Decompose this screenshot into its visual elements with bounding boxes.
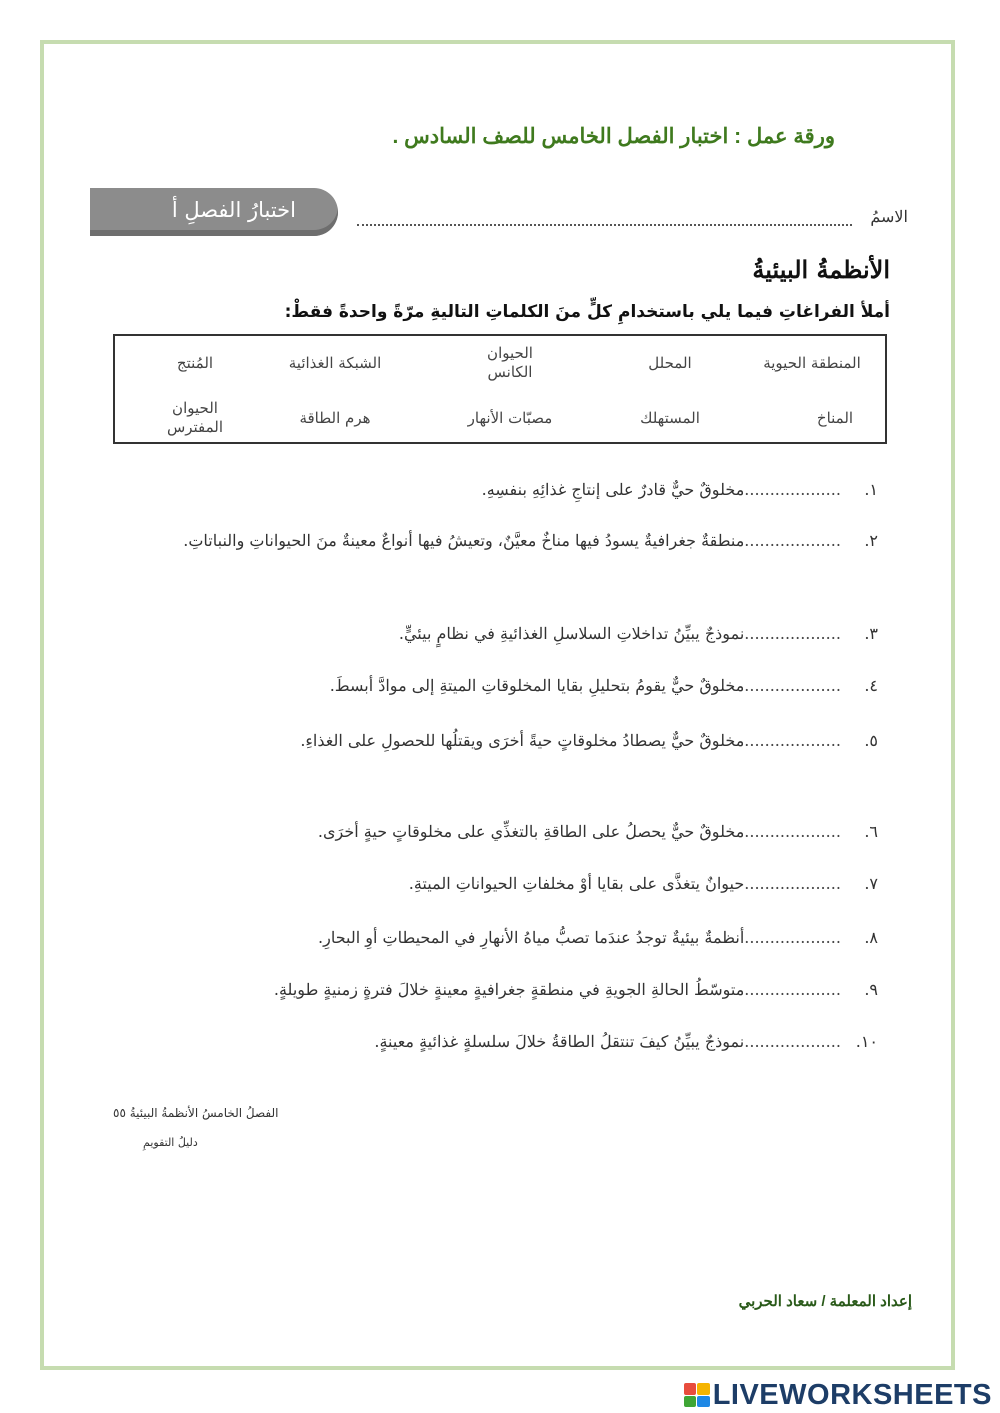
word-bank-item: المحلل	[648, 354, 692, 372]
answer-blank[interactable]: ...................	[744, 874, 841, 893]
word-bank-item: الحيوان المفترس	[166, 399, 224, 436]
guide-label: دليلُ التقويمِ	[143, 1136, 198, 1149]
word-bank-item: المُنتج	[176, 354, 214, 372]
question-9: ٩. ...................متوسّطُ الحالةِ الجويةِ في منطقةٍ جغرافيةٍ معينةٍ خلالَ فترةٍ زمنيةٍ طويلةٍ.	[273, 980, 878, 999]
question-1: ١. ...................مخلوقٌ حيٌّ قادرٌ على إنتاجِ غذائِهِ بنفسِهِ.	[481, 480, 878, 499]
question-text: مخلوقٌ حيٌّ قادرٌ على إنتاجِ غذائِهِ بنفسِهِ.	[481, 480, 745, 499]
word-bank-item: الشبكة الغذائية	[288, 354, 382, 372]
answer-blank[interactable]: ...................	[744, 480, 841, 499]
question-10: ١٠. ...................نموذجٌ يبيِّنُ كيفَ تنتقلُ الطاقةُ خلالَ سلسلةٍ غذائيةٍ معينةٍ.	[374, 1032, 878, 1051]
answer-blank[interactable]: ...................	[744, 822, 841, 841]
word-bank-item: المناخ	[816, 409, 854, 427]
question-3: ٣. ...................نموذجٌ يبيِّنُ تداخلاتِ السلاسلِ الغذائيةِ في نظامٍ بيئيٍّ.	[398, 624, 878, 643]
answer-blank[interactable]: ...................	[744, 624, 841, 643]
name-field[interactable]	[357, 224, 852, 226]
teacher-credit: إعداد المعلمة / سعاد الحربي	[738, 1293, 912, 1310]
answer-blank[interactable]: ...................	[744, 928, 841, 947]
question-2: ٢. ...................منطقةٌ جغرافيةٌ يسودُ فيها مناخٌ معيَّنٌ، وتعيشُ فيها أنواعٌ معينةٌ منَ الحيواناتِ والنباتاتِ.	[183, 531, 878, 550]
liveworksheets-brand[interactable]	[684, 1380, 992, 1410]
worksheet-title: ورقة عمل : اختبار الفصل الخامس للصف السادس .	[392, 125, 835, 148]
name-label: الاسمُ	[870, 207, 908, 226]
word-bank-item: المنطقة الحيوية	[763, 354, 861, 372]
question-4: ٤. ...................مخلوقٌ حيٌّ يقومُ بتحليلِ بقايا المخلوقاتِ الميتةِ إلى موادَّ أبسطَ.	[329, 676, 878, 695]
question-text: نموذجٌ يبيِّنُ كيفَ تنتقلُ الطاقةُ خلالَ سلسلةٍ غذائيةٍ معينةٍ.	[374, 1032, 745, 1051]
word-bank-item: الحيوان الكانس	[487, 344, 533, 381]
section-title: الأنظمةُ البيئيةُ	[752, 255, 890, 284]
question-text: مخلوقٌ حيٌّ يقومُ بتحليلِ بقايا المخلوقاتِ الميتةِ إلى موادَّ أبسطَ.	[329, 676, 745, 695]
word-bank-item: المستهلك	[640, 409, 700, 427]
question-text: متوسّطُ الحالةِ الجويةِ في منطقةٍ جغرافيةٍ معينةٍ خلالَ فترةٍ زمنيةٍ طويلةٍ.	[273, 980, 745, 999]
word-bank-item: هرم الطاقة	[299, 409, 371, 427]
word-bank	[113, 334, 887, 444]
page-frame	[40, 40, 955, 1370]
answer-blank[interactable]: ...................	[744, 531, 841, 550]
question-5: ٥. ...................مخلوقٌ حيٌّ يصطادُ مخلوقاتٍ حيةً أخرَى ويقتلُها للحصولِ على الغذاءِ.	[300, 731, 878, 750]
answer-blank[interactable]: ...................	[744, 731, 841, 750]
word-bank-item: مصبّات الأنهار	[467, 409, 553, 427]
question-text: حيوانٌ يتغذَّى على بقايا أوْ مخلفاتِ الحيواناتِ الميتةِ.	[408, 874, 745, 893]
question-text: نموذجٌ يبيِّنُ تداخلاتِ السلاسلِ الغذائيةِ في نظامٍ بيئيٍّ.	[398, 624, 745, 643]
page-footer: الفصلُ الخامسُ الأنظمةُ البيئيةُ ٥٥	[113, 1106, 279, 1120]
question-text: منطقةٌ جغرافيةٌ يسودُ فيها مناخٌ معيَّنٌ، وتعيشُ فيها أنواعٌ معينةٌ منَ الحيواناتِ والنباتاتِ.	[183, 531, 745, 550]
brand-name: LIVEWORKSHEETS	[712, 1378, 992, 1411]
answer-blank[interactable]: ...................	[744, 676, 841, 695]
question-8: ٨. ...................أنظمةٌ بيئيةٌ توجدُ عندَما تصبُّ مياهُ الأنهارِ في المحيطاتِ أوِ البحارِ.	[318, 928, 878, 947]
test-tab	[90, 188, 338, 236]
instruction: أملأ الفراغاتِ فيما يلي باستخدامِ كلٍّ منَ الكلماتِ التاليةِ مرّةً واحدةً فقطْ:	[284, 302, 890, 322]
answer-blank[interactable]: ...................	[744, 1032, 841, 1051]
answer-blank[interactable]: ...................	[744, 980, 841, 999]
question-6: ٦. ...................مخلوقٌ حيٌّ يحصلُ على الطاقةِ بالتغذِّي على مخلوقاتٍ حيةٍ أخرَى.	[317, 822, 878, 841]
question-text: أنظمةٌ بيئيةٌ توجدُ عندَما تصبُّ مياهُ الأنهارِ في المحيطاتِ أوِ البحارِ.	[318, 928, 745, 947]
liveworksheets-logo-icon	[684, 1383, 710, 1407]
question-text: مخلوقٌ حيٌّ يصطادُ مخلوقاتٍ حيةً أخرَى ويقتلُها للحصولِ على الغذاءِ.	[300, 731, 745, 750]
question-7: ٧. ...................حيوانٌ يتغذَّى على بقايا أوْ مخلفاتِ الحيواناتِ الميتةِ.	[408, 874, 878, 893]
question-text: مخلوقٌ حيٌّ يحصلُ على الطاقةِ بالتغذِّي على مخلوقاتٍ حيةٍ أخرَى.	[317, 822, 745, 841]
test-tab-label: اختبارُ الفصلِ أ	[171, 198, 296, 222]
